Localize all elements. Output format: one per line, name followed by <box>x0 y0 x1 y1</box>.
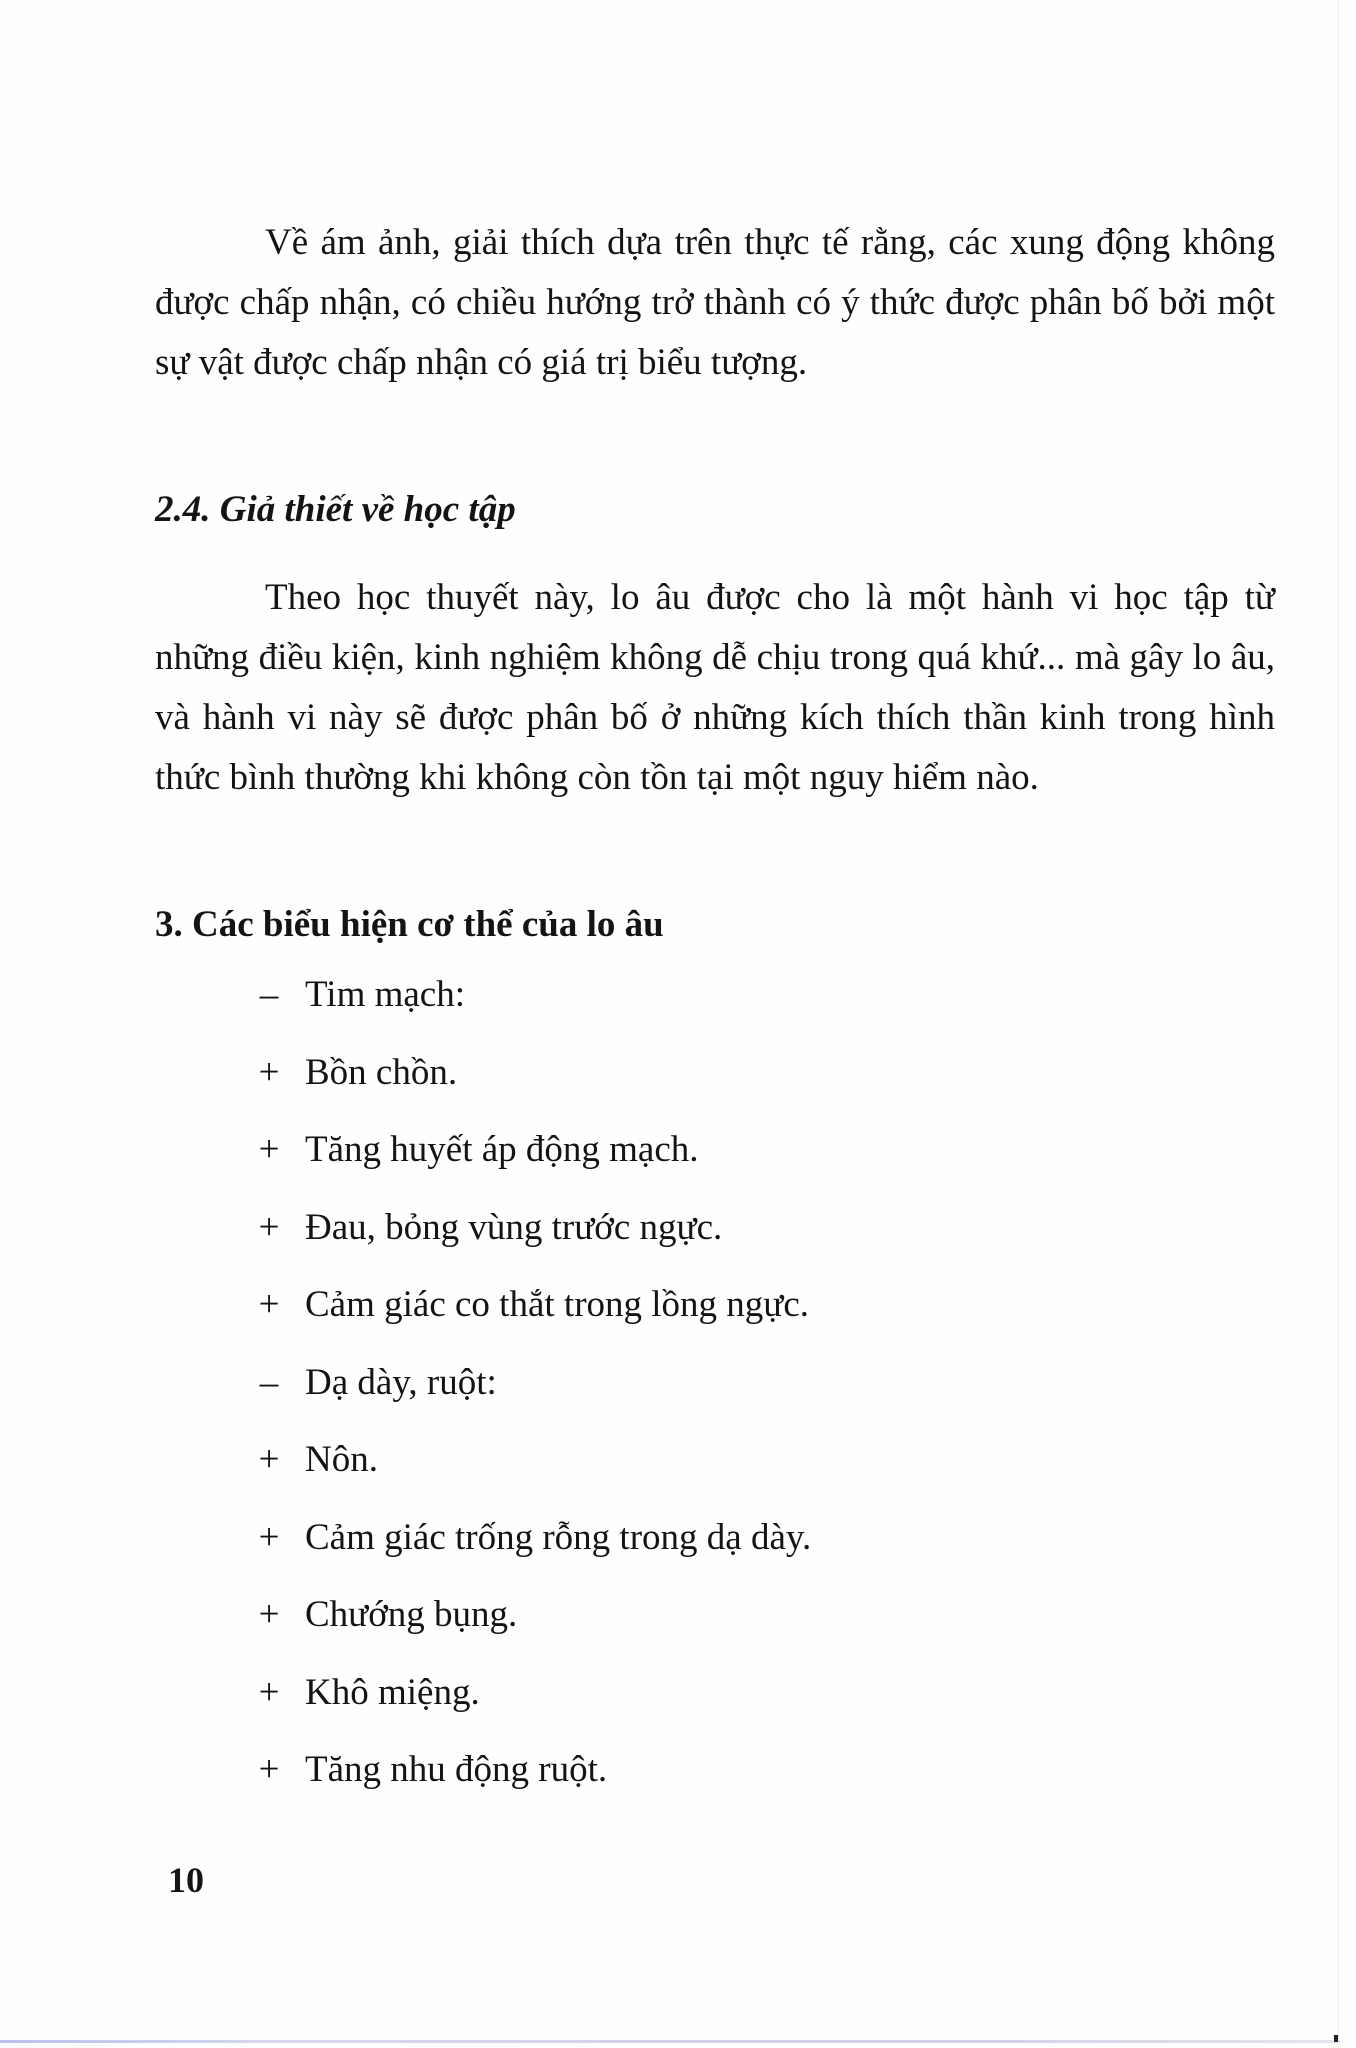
section-heading-2-4: 2.4. Giả thiết về học tập <box>155 489 516 530</box>
list-item-text: Tăng huyết áp động mạch. <box>305 1129 699 1170</box>
list-item-text: Tim mạch: <box>305 974 466 1015</box>
list-item <box>0 1198 1356 1276</box>
page-bottom-edge <box>0 2040 1340 2043</box>
list-item <box>0 1043 1356 1121</box>
list-item-text: Nôn. <box>305 1439 378 1480</box>
plus-marker-icon: + <box>258 1051 280 1093</box>
paragraph-obsession-explanation: Về ám ảnh, giải thích dựa trên thực tế rằng, các xung động không được chấp nhận, có chiều hướng trở thành có ý thức được phân bố bởi một sự vật được chấp nhận có giá trị biểu tượng. <box>155 222 1275 383</box>
list-item-category <box>0 965 1356 1043</box>
list-item-text: Bồn chồn. <box>305 1051 458 1093</box>
paragraph-learning-hypothesis: Theo học thuyết này, lo âu được cho là một hành vi học tập từ những điều kiện, kinh nghiệm không dễ chịu trong quá khứ... mà gây lo âu, và hành vi này sẽ được phân bố ở những kích thích thần kinh trong hình thức bình thường khi không còn tồn tại một nguy hiểm nào. <box>155 577 1275 798</box>
section-heading-3: 3. Các biểu hiện cơ thể của lo âu <box>155 904 664 945</box>
list-item-text: Khô miệng. <box>305 1671 480 1713</box>
list-item-text: Đau, bỏng vùng trước ngực. <box>305 1206 723 1248</box>
page-right-edge <box>1338 0 1339 2040</box>
plus-marker-icon: + <box>258 1206 280 1248</box>
plus-marker-icon: + <box>258 1671 280 1713</box>
dash-marker-icon: – <box>259 974 279 1015</box>
list-item-text: Cảm giác co thắt trong lồng ngực. <box>305 1284 810 1325</box>
list-item <box>0 1430 1356 1508</box>
list-item <box>0 1740 1356 1818</box>
dash-marker-icon: – <box>259 1361 279 1403</box>
list-item <box>0 1585 1356 1663</box>
plus-marker-icon: + <box>258 1129 280 1170</box>
list-item <box>0 1275 1356 1353</box>
symptom-list <box>0 965 1356 1818</box>
list-item-category <box>0 1353 1356 1431</box>
plus-marker-icon: + <box>258 1439 280 1480</box>
plus-marker-icon: + <box>258 1516 280 1558</box>
plus-marker-icon: + <box>258 1284 280 1325</box>
list-item-text: Dạ dày, ruột: <box>305 1361 497 1403</box>
list-item <box>0 1663 1356 1741</box>
plus-marker-icon: + <box>258 1594 280 1635</box>
page-number: 10 <box>168 1860 204 1900</box>
list-item-text: Cảm giác trống rỗng trong dạ dày. <box>305 1516 812 1558</box>
list-item-text: Tăng nhu động ruột. <box>305 1749 608 1790</box>
list-item-text: Chướng bụng. <box>305 1594 518 1635</box>
list-item <box>0 1120 1356 1198</box>
scan-corner-mark <box>1334 2035 1338 2042</box>
plus-marker-icon: + <box>258 1749 280 1790</box>
list-item <box>0 1508 1356 1586</box>
